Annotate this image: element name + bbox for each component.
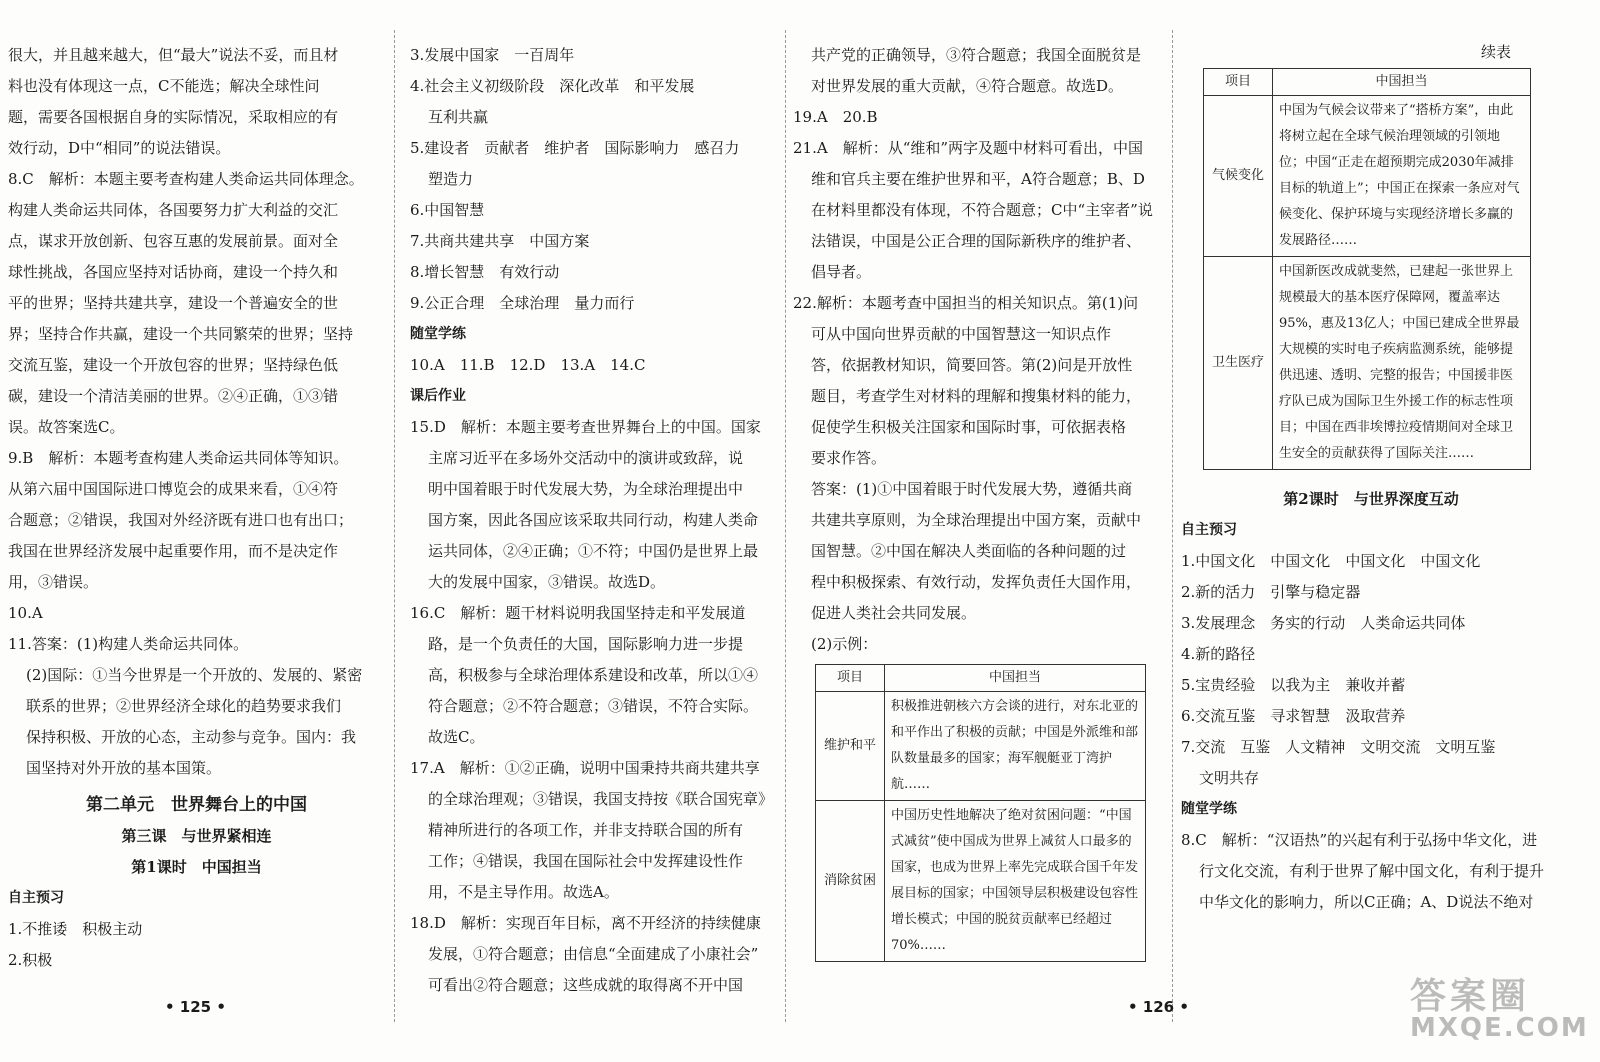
section-heading: 随堂学练 <box>1181 801 1237 817</box>
text-line: 很大，并且越来越大，但“最大”说法不妥，而且材 <box>8 46 339 64</box>
text-line: 9.公正合理 全球治理 量力而行 <box>410 294 635 312</box>
column-2 <box>410 40 780 1020</box>
text-line: 17.A 解析：①②正确，说明中国秉持共商共建共享 <box>410 759 760 777</box>
text-line: 答，依据教材知识，简要回答。第(2)问是开放性 <box>811 356 1133 374</box>
text-line: 精神所进行的各项工作，并非支持联合国的所有 <box>428 821 744 839</box>
watermark-logo <box>1410 968 1589 1048</box>
table-header-row <box>1204 69 1531 96</box>
section-heading: 自主预习 <box>8 890 64 906</box>
text-line: 共产党的正确领导，③符合题意；我国全面脱贫是 <box>811 46 1142 64</box>
text-line: 可从中国向世界贡献的中国智慧这一知识点作 <box>811 325 1112 343</box>
text-line: 故选C。 <box>428 728 485 746</box>
text-line: 可看出②符合题意；这些成就的取得离不开中国 <box>428 976 744 994</box>
text-line: 1.不推诿 积极主动 <box>8 920 143 938</box>
table-row <box>816 801 1146 962</box>
text-line: 明中国着眼于时代发展大势，为全球治理提出中 <box>428 480 744 498</box>
text-line: 行文化交流，有利于世界了解中国文化，有利于提升 <box>1199 862 1545 880</box>
text-line: 工作；④错误，我国在国际社会中发挥建设性作 <box>428 852 744 870</box>
text-line: 文明共存 <box>1199 769 1260 787</box>
table-cell-text: 中国为气候会议带来了“搭桥方案”，由此将树立起在全球气候治理领域的引领地位；中国“正走在超预期完成2030年减排目标的轨道上”；中国正在探索一条应对气候变化、保护环境与实现经济增长多赢的发展路径…… <box>1273 96 1531 257</box>
text-line: 21.A 解析：从“维和”两字及题中材料可看出，中国 <box>793 139 1144 157</box>
column-divider <box>394 30 395 1022</box>
answer-table-2 <box>1203 68 1531 470</box>
table-2-wrapper <box>1181 68 1561 470</box>
text-line: 4.新的路径 <box>1181 645 1256 663</box>
lesson-title: 第三课 与世界紧相连 <box>121 827 272 845</box>
text-line: 误。故答案选C。 <box>8 418 125 436</box>
text-line: 联系的世界；②世界经济全球化的趋势要求我们 <box>26 697 342 715</box>
text-line: 16.C 解析：题干材料说明我国坚持走和平发展道 <box>410 604 746 622</box>
text-line: 高，积极参与全球治理体系建设和改革，所以①④ <box>428 666 759 684</box>
text-line: 4.社会主义初级阶段 深化改革 和平发展 <box>410 77 695 95</box>
text-line: 7.共商共建共享 中国方案 <box>410 232 590 250</box>
text-line: (2)示例： <box>811 635 878 653</box>
page-number-left: • 125 • <box>165 998 226 1016</box>
text-line: 料也没有体现这一点，C不能选；解决全球性问 <box>8 77 320 95</box>
text-line: 塑造力 <box>428 170 474 188</box>
table-cell-text: 积极推进朝核六方会谈的进行，对东北亚的和平作出了积极的贡献；中国是外派维和部队数量最多的国家；海军舰艇亚丁湾护航…… <box>885 692 1146 801</box>
section-heading: 随堂学练 <box>410 326 466 342</box>
text-line: 22.解析：本题考查中国担当的相关知识点。第(1)问 <box>793 294 1139 312</box>
text-line: 交流互鉴，建设一个开放包容的世界；坚持绿色低 <box>8 356 339 374</box>
text-line: 题，需要各国根据自身的实际情况，采取相应的有 <box>8 108 339 126</box>
section-heading: 课后作业 <box>410 388 466 404</box>
text-line: 发展，①符合题意；由信息“全面建成了小康社会” <box>428 945 759 963</box>
text-line: 效行动，D中“相同”的说法错误。 <box>8 139 231 157</box>
text-line: 促进人类社会共同发展。 <box>811 604 977 622</box>
text-line: 18.D 解析：实现百年目标，离不开经济的持续健康 <box>410 914 761 932</box>
text-line: 6.交流互鉴 寻求智慧 汲取营养 <box>1181 707 1406 725</box>
text-line: 球性挑战，各国应坚持对话协商，建设一个持久和 <box>8 263 339 281</box>
column-3 <box>793 40 1166 1020</box>
text-line: 10.A <box>8 604 43 622</box>
text-line: 3.发展中国家 一百周年 <box>410 46 575 64</box>
column-divider <box>1172 30 1173 1022</box>
text-line: 9.B 解析：本题考查构建人类命运共同体等知识。 <box>8 449 349 467</box>
text-line: 7.交流 互鉴 人文精神 文明交流 文明互鉴 <box>1181 738 1496 756</box>
text-line: 程中积极探索、有效行动，发挥负责任大国作用， <box>811 573 1142 591</box>
text-line: 19.A 20.B <box>793 108 878 126</box>
text-line: 促使学生积极关注国家和国际时事，可依据表格 <box>811 418 1127 436</box>
answer-table-1 <box>815 664 1146 962</box>
text-line: 中华文化的影响力，所以C正确；A、D说法不绝对 <box>1199 893 1534 911</box>
text-line: 8.增长智慧 有效行动 <box>410 263 560 281</box>
text-line: 倡导者。 <box>811 263 872 281</box>
text-line: 运共同体，②④正确；①不符；中国仍是世界上最 <box>428 542 759 560</box>
text-line: 符合题意；②不符合题意；③错误，不符合实际。 <box>428 697 759 715</box>
text-line: 互利共赢 <box>428 108 489 126</box>
table-cell-text: 中国历史性地解决了绝对贫困问题：“中国式减贫”使中国成为世界上减贫人口最多的国家，也成为世界上率先完成联合国千年发展目标的国家；中国领导层积极建设包容性增长模式；中国的脱贫贡献率已经超过70%…… <box>885 801 1146 962</box>
text-line: 国坚持对外开放的基本国策。 <box>26 759 222 777</box>
text-line: 2.积极 <box>8 951 53 969</box>
table-cell-item: 气候变化 <box>1204 96 1273 257</box>
text-line: 答案：(1)①中国着眼于时代发展大势，遵循共商 <box>811 480 1133 498</box>
text-line: 用，③错误。 <box>8 573 99 591</box>
text-line: 用，不是主导作用。故选A。 <box>428 883 619 901</box>
table-header: 中国担当 <box>885 665 1146 692</box>
text-line: 合题意；②错误，我国对外经济既有进口也有出口； <box>8 511 354 529</box>
text-line: 的全球治理观；③错误，我国支持按《联合国宪章》 <box>428 790 774 808</box>
table-header: 项目 <box>1204 69 1273 96</box>
text-line: 点，谋求开放创新、包容互惠的发展前景。面对全 <box>8 232 339 250</box>
table-1-wrapper <box>793 664 1166 962</box>
table-cell-text: 中国新医改成就斐然，已建起一张世界上规模最大的基本医疗保障网，覆盖率达95%，惠及13亿人；中国已建成全世界最大规模的实时电子疾病监测系统，能够提供迅速、透明、完整的报告；中国援非医疗队已成为国际卫生外援工作的标志性项目；中国在西非埃博拉疫情期间对全球卫生安全的贡献获得了国际关注…… <box>1273 257 1531 470</box>
watermark-url: MXQE.COM <box>1410 1013 1589 1043</box>
text-line: 我国在世界经济发展中起重要作用，而不是决定作 <box>8 542 339 560</box>
text-line: 国智慧。②中国在解决人类面临的各种问题的过 <box>811 542 1127 560</box>
text-line: 界；坚持合作共赢，建设一个共同繁荣的世界；坚持 <box>8 325 354 343</box>
section-heading: 自主预习 <box>1181 522 1237 538</box>
text-line: 大的发展中国家，③错误。故选D。 <box>428 573 666 591</box>
table-row <box>816 692 1146 801</box>
text-line: 构建人类命运共同体，各国要努力扩大利益的交汇 <box>8 201 339 219</box>
text-line: 3.发展理念 务实的行动 人类命运共同体 <box>1181 614 1466 632</box>
column-divider <box>785 30 786 1022</box>
text-line: 5.建设者 贡献者 维护者 国际影响力 感召力 <box>410 139 740 157</box>
text-line: 1.中国文化 中国文化 中国文化 中国文化 <box>1181 552 1481 570</box>
text-line: 法错误，中国是公正合理的国际新秩序的维护者、 <box>811 232 1142 250</box>
table-row <box>1204 96 1531 257</box>
table-cell-item: 维护和平 <box>816 692 885 801</box>
text-line: 5.宝贵经验 以我为主 兼收并蓄 <box>1181 676 1406 694</box>
text-line: 碳，建设一个清洁美丽的世界。②④正确，①③错 <box>8 387 339 405</box>
text-line: 对世界发展的重大贡献，④符合题意。故选D。 <box>811 77 1124 95</box>
text-line: 11.答案：(1)构建人类命运共同体。 <box>8 635 249 653</box>
text-line: 从第六届中国国际进口博览会的成果来看，①④符 <box>8 480 339 498</box>
period-title: 第2课时 与世界深度互动 <box>1283 490 1459 508</box>
text-line: 要求作答。 <box>811 449 887 467</box>
table-header-row <box>816 665 1146 692</box>
text-line: 路，是一个负责任的大国，国际影响力进一步提 <box>428 635 744 653</box>
text-line: 2.新的活力 引擎与稳定器 <box>1181 583 1361 601</box>
table-cell-item: 消除贫困 <box>816 801 885 962</box>
table-header: 项目 <box>816 665 885 692</box>
text-line: 10.A 11.B 12.D 13.A 14.C <box>410 356 646 374</box>
text-line: 国方案，因此各国应该采取共同行动，构建人类命 <box>428 511 759 529</box>
period-title: 第1课时 中国担当 <box>131 858 262 876</box>
watermark-text: 答案圈 <box>1410 976 1531 1017</box>
text-line: (2)国际：①当今世界是一个开放的、发展的、紧密 <box>26 666 363 684</box>
text-line: 保持积极、开放的心态，主动参与竞争。国内：我 <box>26 728 357 746</box>
column-1 <box>8 40 385 1020</box>
text-line: 平的世界；坚持共建共享，建设一个普遍安全的世 <box>8 294 339 312</box>
text-line: 15.D 解析：本题主要考查世界舞台上的中国。国家 <box>410 418 761 436</box>
table-cell-item: 卫生医疗 <box>1204 257 1273 470</box>
text-line: 题目，考查学生对材料的理解和搜集材料的能力， <box>811 387 1142 405</box>
text-line: 共建共享原则，为全球治理提出中国方案，贡献中 <box>811 511 1142 529</box>
unit-title: 第二单元 世界舞台上的中国 <box>86 795 307 815</box>
text-line: 在材料里都没有体现，不符合题意；C中“主宰者”说 <box>811 201 1153 219</box>
table-header: 中国担当 <box>1273 69 1531 96</box>
continued-label: 续表 <box>1480 43 1511 61</box>
text-line: 8.C 解析：“汉语热”的兴起有利于弘扬中华文化，进 <box>1181 831 1538 849</box>
page-number-right: • 126 • <box>1128 998 1189 1016</box>
text-line: 8.C 解析：本题主要考查构建人类命运共同体理念。 <box>8 170 364 188</box>
text-line: 主席习近平在多场外交活动中的演讲或致辞，说 <box>428 449 744 467</box>
text-line: 维和官兵主要在维护世界和平，A符合题意；B、D <box>811 170 1145 188</box>
table-row <box>1204 257 1531 470</box>
text-line: 6.中国智慧 <box>410 201 485 219</box>
column-4 <box>1181 40 1561 1020</box>
